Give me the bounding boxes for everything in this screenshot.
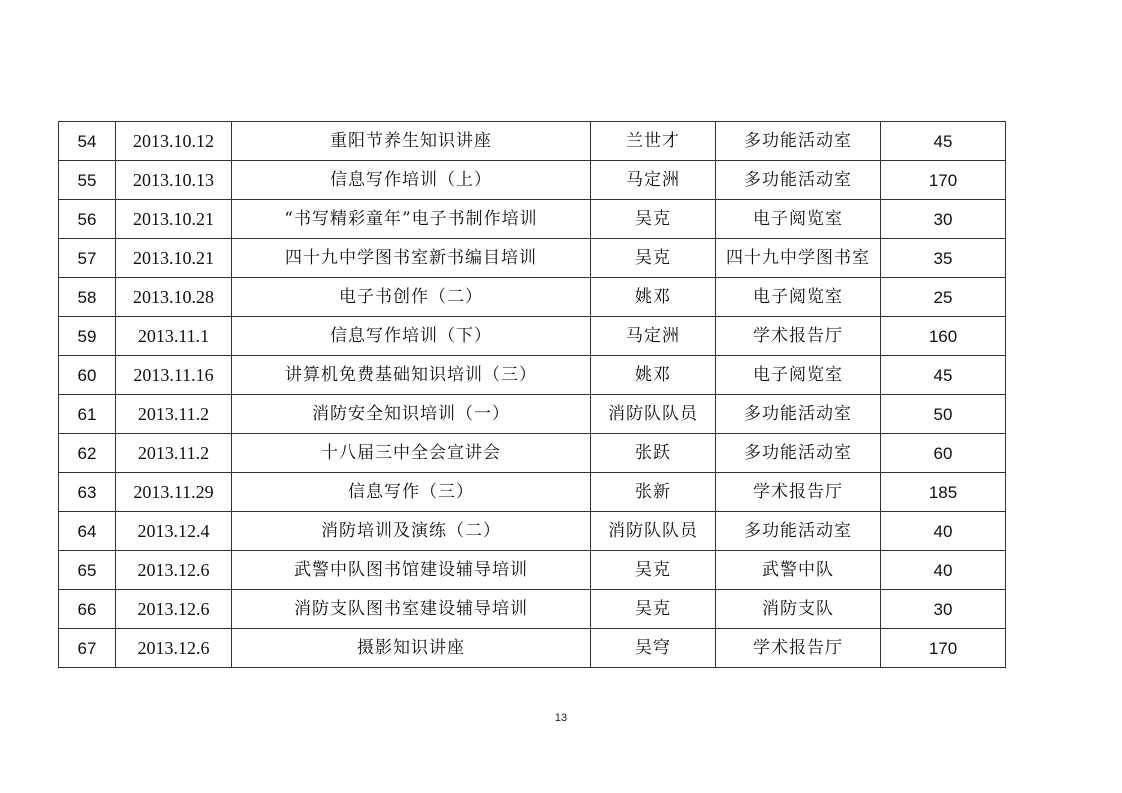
row-number: 62: [59, 434, 116, 473]
row-attendance: 35: [881, 239, 1006, 278]
row-title: 重阳节养生知识讲座: [232, 122, 591, 161]
table-row: [59, 200, 1006, 239]
row-speaker: 吴克: [591, 590, 716, 629]
row-title: 消防培训及演练（二）: [232, 512, 591, 551]
row-date: 2013.10.12: [116, 122, 232, 161]
table-row: [59, 278, 1006, 317]
row-speaker: 马定洲: [591, 161, 716, 200]
row-date: 2013.11.29: [116, 473, 232, 512]
row-speaker: 姚邓: [591, 278, 716, 317]
table-row: [59, 122, 1006, 161]
row-venue: 多功能活动室: [716, 395, 881, 434]
row-title: 信息写作培训（下）: [232, 317, 591, 356]
row-speaker: 马定洲: [591, 317, 716, 356]
row-speaker: 吴穹: [591, 629, 716, 668]
row-title: 信息写作（三）: [232, 473, 591, 512]
row-number: 63: [59, 473, 116, 512]
table-row: [59, 356, 1006, 395]
row-venue: 四十九中学图书室: [716, 239, 881, 278]
row-speaker: 吴克: [591, 239, 716, 278]
table-row: [59, 551, 1006, 590]
row-date: 2013.11.2: [116, 434, 232, 473]
row-venue: 学术报告厅: [716, 473, 881, 512]
row-speaker: 张新: [591, 473, 716, 512]
row-title: 讲算机免费基础知识培训（三）: [232, 356, 591, 395]
row-attendance: 40: [881, 551, 1006, 590]
row-attendance: 40: [881, 512, 1006, 551]
row-date: 2013.11.1: [116, 317, 232, 356]
row-title: “书写精彩童年”电子书制作培训: [232, 200, 591, 239]
row-number: 64: [59, 512, 116, 551]
row-speaker: 消防队队员: [591, 512, 716, 551]
row-venue: 多功能活动室: [716, 122, 881, 161]
row-date: 2013.12.4: [116, 512, 232, 551]
row-venue: 多功能活动室: [716, 512, 881, 551]
row-date: 2013.12.6: [116, 590, 232, 629]
row-speaker: 消防队队员: [591, 395, 716, 434]
row-date: 2013.12.6: [116, 629, 232, 668]
table-row: [59, 512, 1006, 551]
row-number: 59: [59, 317, 116, 356]
row-venue: 电子阅览室: [716, 356, 881, 395]
row-number: 66: [59, 590, 116, 629]
row-attendance: 45: [881, 122, 1006, 161]
row-title: 信息写作培训（上）: [232, 161, 591, 200]
row-number: 60: [59, 356, 116, 395]
row-number: 65: [59, 551, 116, 590]
row-attendance: 185: [881, 473, 1006, 512]
row-title: 消防支队图书室建设辅导培训: [232, 590, 591, 629]
table-row: [59, 395, 1006, 434]
row-venue: 多功能活动室: [716, 434, 881, 473]
row-attendance: 25: [881, 278, 1006, 317]
row-date: 2013.11.16: [116, 356, 232, 395]
page-number: 13: [554, 712, 568, 724]
row-attendance: 50: [881, 395, 1006, 434]
table-row: [59, 434, 1006, 473]
row-title: 电子书创作（二）: [232, 278, 591, 317]
row-speaker: 兰世才: [591, 122, 716, 161]
row-number: 57: [59, 239, 116, 278]
row-venue: 电子阅览室: [716, 278, 881, 317]
row-attendance: 170: [881, 161, 1006, 200]
table-row: [59, 317, 1006, 356]
row-number: 54: [59, 122, 116, 161]
row-venue: 消防支队: [716, 590, 881, 629]
training-records-table: [58, 121, 1006, 668]
row-venue: 多功能活动室: [716, 161, 881, 200]
row-attendance: 170: [881, 629, 1006, 668]
row-date: 2013.10.28: [116, 278, 232, 317]
table-row: [59, 239, 1006, 278]
row-number: 55: [59, 161, 116, 200]
row-speaker: 姚邓: [591, 356, 716, 395]
row-date: 2013.12.6: [116, 551, 232, 590]
row-title: 十八届三中全会宣讲会: [232, 434, 591, 473]
row-venue: 学术报告厅: [716, 317, 881, 356]
row-speaker: 吴克: [591, 200, 716, 239]
row-title: 四十九中学图书室新书编目培训: [232, 239, 591, 278]
row-attendance: 60: [881, 434, 1006, 473]
row-number: 61: [59, 395, 116, 434]
row-date: 2013.10.21: [116, 239, 232, 278]
row-attendance: 45: [881, 356, 1006, 395]
row-title: 摄影知识讲座: [232, 629, 591, 668]
row-venue: 武警中队: [716, 551, 881, 590]
row-title: 消防安全知识培训（一）: [232, 395, 591, 434]
row-date: 2013.10.13: [116, 161, 232, 200]
row-speaker: 吴克: [591, 551, 716, 590]
row-date: 2013.10.21: [116, 200, 232, 239]
row-attendance: 30: [881, 590, 1006, 629]
table-row: [59, 161, 1006, 200]
row-attendance: 160: [881, 317, 1006, 356]
table-row: [59, 590, 1006, 629]
row-attendance: 30: [881, 200, 1006, 239]
table-row: [59, 629, 1006, 668]
row-venue: 电子阅览室: [716, 200, 881, 239]
row-venue: 学术报告厅: [716, 629, 881, 668]
row-number: 67: [59, 629, 116, 668]
row-speaker: 张跃: [591, 434, 716, 473]
row-title: 武警中队图书馆建设辅导培训: [232, 551, 591, 590]
row-number: 58: [59, 278, 116, 317]
row-date: 2013.11.2: [116, 395, 232, 434]
row-number: 56: [59, 200, 116, 239]
table-row: [59, 473, 1006, 512]
table-body: [59, 122, 1006, 668]
